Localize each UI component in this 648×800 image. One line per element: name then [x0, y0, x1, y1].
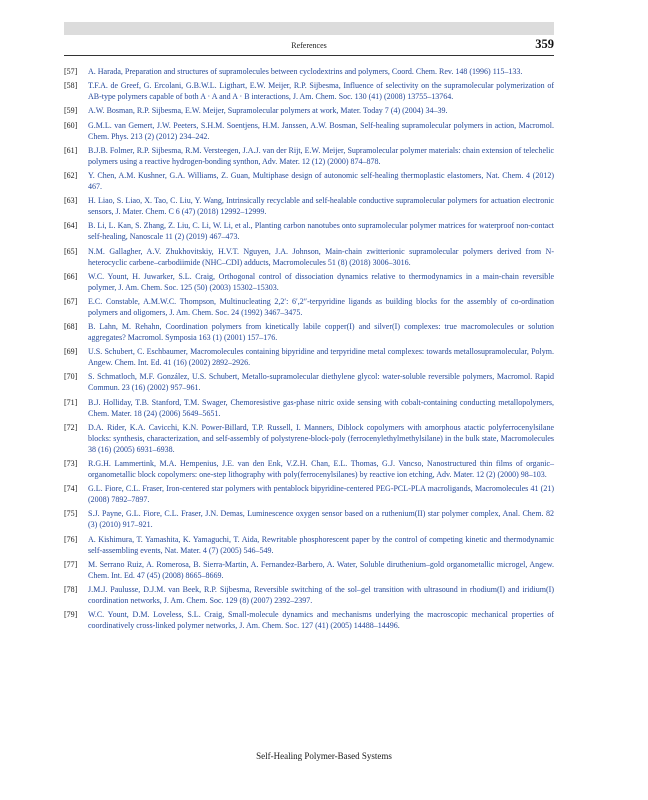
reference-item	[64, 66, 554, 77]
reference-number: [60]	[64, 120, 78, 130]
reference-number: [64]	[64, 221, 78, 231]
reference-link[interactable]: B.J.B. Folmer, R.P. Sijbesma, R.M. Versteegen, J.A.J. van der Rijt, E.W. Meijer, Supramolecular polymer materials: chain extension of telechelic polymers using a reactive hydrogen-bonding synthon, Adv. Mater. 12 (12) (2000) 874–878.	[88, 145, 554, 166]
reference-number: [66]	[64, 271, 78, 281]
reference-link[interactable]: R.G.H. Lammertink, M.A. Hempenius, J.E. van den Enk, V.Z.H. Chan, E.L. Thomas, G.J. Vancso, Nanostructured thin films of organic–organometallic block copolymers: one-step lithography with poly(ferrocenylsilanes) by reactive ion etching, Adv. Mater. 12 (2) (2000) 98–103.	[88, 459, 554, 479]
reference-link[interactable]: G.L. Fiore, C.L. Fraser, Iron-centered star polymers with pentablock bipyridine-centered PEG-PCL-PLA macroligands, Macromolecules 41 (21) (2008) 7892–7897.	[88, 484, 554, 505]
reference-link[interactable]: W.C. Yount, D.M. Loveless, S.L. Craig, Small-molecule dynamics and mechanisms underlying the macroscopic mechanical properties of coordinatively cross-linked polymer networks, J. Am. Chem. Soc. 127 (41) (2005) 14488–14496.	[88, 610, 554, 631]
reference-number: [69]	[64, 347, 78, 357]
reference-number: [75]	[64, 509, 78, 519]
reference-item	[64, 220, 554, 242]
reference-number: [76]	[64, 534, 78, 544]
reference-item	[64, 609, 554, 631]
reference-item	[64, 346, 554, 368]
reference-item	[64, 105, 554, 116]
reference-item	[64, 80, 554, 102]
reference-item	[64, 584, 554, 606]
reference-item	[64, 321, 554, 343]
reference-list	[64, 66, 554, 634]
reference-item	[64, 483, 554, 505]
reference-number: [67]	[64, 296, 78, 306]
reference-link[interactable]: A. Harada, Preparation and structures of supramolecules between cyclodextrins and polymers, Coord. Chem. Rev. 148 (1996) 115–133.	[88, 67, 523, 76]
footer-book-title: Self-Healing Polymer-Based Systems	[256, 751, 392, 761]
reference-number: [57]	[64, 67, 78, 76]
reference-item	[64, 195, 554, 217]
reference-link[interactable]: D.A. Rider, K.A. Cavicchi, K.N. Power-Billard, T.P. Russell, I. Manners, Diblock copolymers with amorphous atactic polyferrocenylsilane blocks: synthesis, characterization, and self-assembly of polystyrene-block-poly (ferrocenylethylmethylsilane) in the bulk state, Macromolecules 38 (16) (2005) 6931–6938.	[88, 422, 554, 454]
reference-item	[64, 371, 554, 393]
reference-item	[64, 170, 554, 192]
reference-link[interactable]: U.S. Schubert, C. Eschbaumer, Macromolecules containing bipyridine and terpyridine metal complexes: towards metallosupramolecular, Polym. Angew. Chem. Int. Ed. 41 (16) (2002) 2892–2926.	[88, 347, 554, 368]
reference-number: [78]	[64, 584, 78, 594]
reference-link[interactable]: J.M.J. Paulusse, D.J.M. van Beek, R.P. Sijbesma, Reversible switching of the sol–gel transition with ultrasound in rhodium(I) and iridium(I) coordination networks, J. Am. Chem. Soc. 129 (8) (2007) 2392–2397.	[88, 584, 554, 605]
reference-item	[64, 458, 554, 480]
reference-link[interactable]: B.J. Holliday, T.B. Stanford, T.M. Swager, Chemoresistive gas-phase nitric oxide sensing with cobalt-containing conducting metallopolymers, Chem. Mater. 18 (24) (2006) 5649–5651.	[88, 397, 554, 418]
header-shade-bar	[64, 22, 554, 35]
reference-link[interactable]: N.M. Gallagher, A.V. Zhukhovitskiy, H.V.T. Nguyen, J.A. Johnson, Main-chain zwitterionic supramolecular polymers derived from N-heterocyclic carbene–carbodiimide (NHC–CDI) adducts, Macromolecules 51 (8) (2018) 3006–3016.	[88, 246, 554, 267]
reference-item	[64, 145, 554, 167]
reference-number: [58]	[64, 81, 78, 91]
reference-link[interactable]: S. Schmatloch, M.F. González, U.S. Schubert, Metallo-supramolecular diethylene glycol: water-soluble reversible polymers, Macromol. Rapid Commun. 23 (16) (2002) 957–961.	[88, 372, 554, 393]
page-number: 359	[535, 37, 554, 51]
reference-link[interactable]: A. Kishimura, T. Yamashita, K. Yamaguchi, T. Aida, Rewritable phosphorescent paper by the control of competing kinetic and thermodynamic self-assembling events, Nat. Mater. 4 (7) (2005) 546–549.	[88, 534, 554, 555]
reference-item	[64, 559, 554, 581]
reference-item	[64, 296, 554, 318]
running-head	[64, 37, 554, 56]
reference-link[interactable]: H. Liao, S. Liao, X. Tao, C. Liu, Y. Wang, Intrinsically recyclable and self-healable conductive supramolecular polymers for actuation electronic sensors, J. Mater. Chem. C 6 (47) (2018) 12992–12999.	[88, 196, 554, 217]
reference-number: [79]	[64, 610, 78, 620]
reference-number: [62]	[64, 170, 78, 180]
reference-link[interactable]: W.C. Yount, H. Juwarker, S.L. Craig, Orthogonal control of dissociation dynamics relative to thermodynamics in a main-chain reversible polymer, J. Am. Chem. Soc. 125 (50) (2003) 15302–15303.	[88, 271, 554, 292]
reference-link[interactable]: B. Lahn, M. Rehahn, Coordination polymers from kinetically labile copper(I) and silver(I) complexes: true macromolecules or solution aggregates? Macromol. Symposia 163 (1) (2001) 157–176.	[88, 322, 554, 343]
reference-number: [74]	[64, 484, 78, 494]
reference-number: [77]	[64, 559, 78, 569]
reference-link[interactable]: Y. Chen, A.M. Kushner, G.A. Williams, Z. Guan, Multiphase design of autonomic self-healing thermoplastic elastomers, Nat. Chem. 4 (2012) 467.	[88, 170, 554, 191]
reference-link[interactable]: T.F.A. de Greef, G. Ercolani, G.B.W.L. Ligthart, E.W. Meijer, R.P. Sijbesma, Influence of selectivity on the supramolecular polymerization of AB-type polymers capable of both A · A and A · B interactions, J. Am. Chem. Soc. 130 (41) (2008) 13755–13764.	[88, 81, 554, 102]
reference-number: [72]	[64, 422, 78, 432]
reference-number: [65]	[64, 246, 78, 256]
reference-link[interactable]: M. Serrano Ruiz, A. Romerosa, B. Sierra-Martin, A. Fernandez-Barbero, A. Water, Soluble diruthenium–gold organometallic microgel, Angew. Chem. Int. Ed. 47 (45) (2008) 8665–8669.	[88, 559, 554, 580]
reference-item	[64, 534, 554, 556]
reference-item	[64, 397, 554, 419]
reference-number: [70]	[64, 372, 78, 382]
reference-link[interactable]: S.J. Payne, G.L. Fiore, C.L. Fraser, J.N. Demas, Luminescence oxygen sensor based on a ruthenium(II) star polymer complex, Anal. Chem. 82 (3) (2010) 917–921.	[88, 509, 554, 530]
reference-item	[64, 422, 554, 455]
reference-number: [59]	[64, 106, 78, 116]
reference-link[interactable]: A.W. Bosman, R.P. Sijbesma, E.W. Meijer, Supramolecular polymers at work, Mater. Today 7 (4) (2004) 34–39.	[88, 106, 448, 116]
reference-number: [73]	[64, 459, 78, 468]
running-title: References	[291, 41, 327, 50]
reference-item	[64, 508, 554, 530]
reference-number: [71]	[64, 397, 78, 407]
reference-item	[64, 246, 554, 268]
reference-link[interactable]: E.C. Constable, A.M.W.C. Thompson, Multinucleating 2,2′: 6′,2″-terpyridine ligands as building blocks for the assembly of co-ordination polymers and oligomers, J. Am. Chem. Soc. 24 (1992) 3467–3475.	[88, 296, 554, 317]
reference-item	[64, 120, 554, 142]
reference-item	[64, 271, 554, 293]
reference-link[interactable]: G.M.L. van Gemert, J.W. Peeters, S.H.M. Soentjens, H.M. Janssen, A.W. Bosman, Self-healing supramolecular polymers in action, Macromol. Chem. Phys. 213 (2) (2012) 234–242.	[88, 120, 554, 141]
reference-number: [61]	[64, 145, 78, 155]
reference-number: [68]	[64, 322, 78, 332]
reference-number: [63]	[64, 196, 78, 206]
reference-link[interactable]: B. Li, L. Kan, S. Zhang, Z. Liu, C. Li, W. Li, et al., Planting carbon nanotubes onto supramolecular polymer matrices for waterproof non-contact self-healing, Nanoscale 11 (2) (2019) 467–473.	[88, 221, 554, 242]
